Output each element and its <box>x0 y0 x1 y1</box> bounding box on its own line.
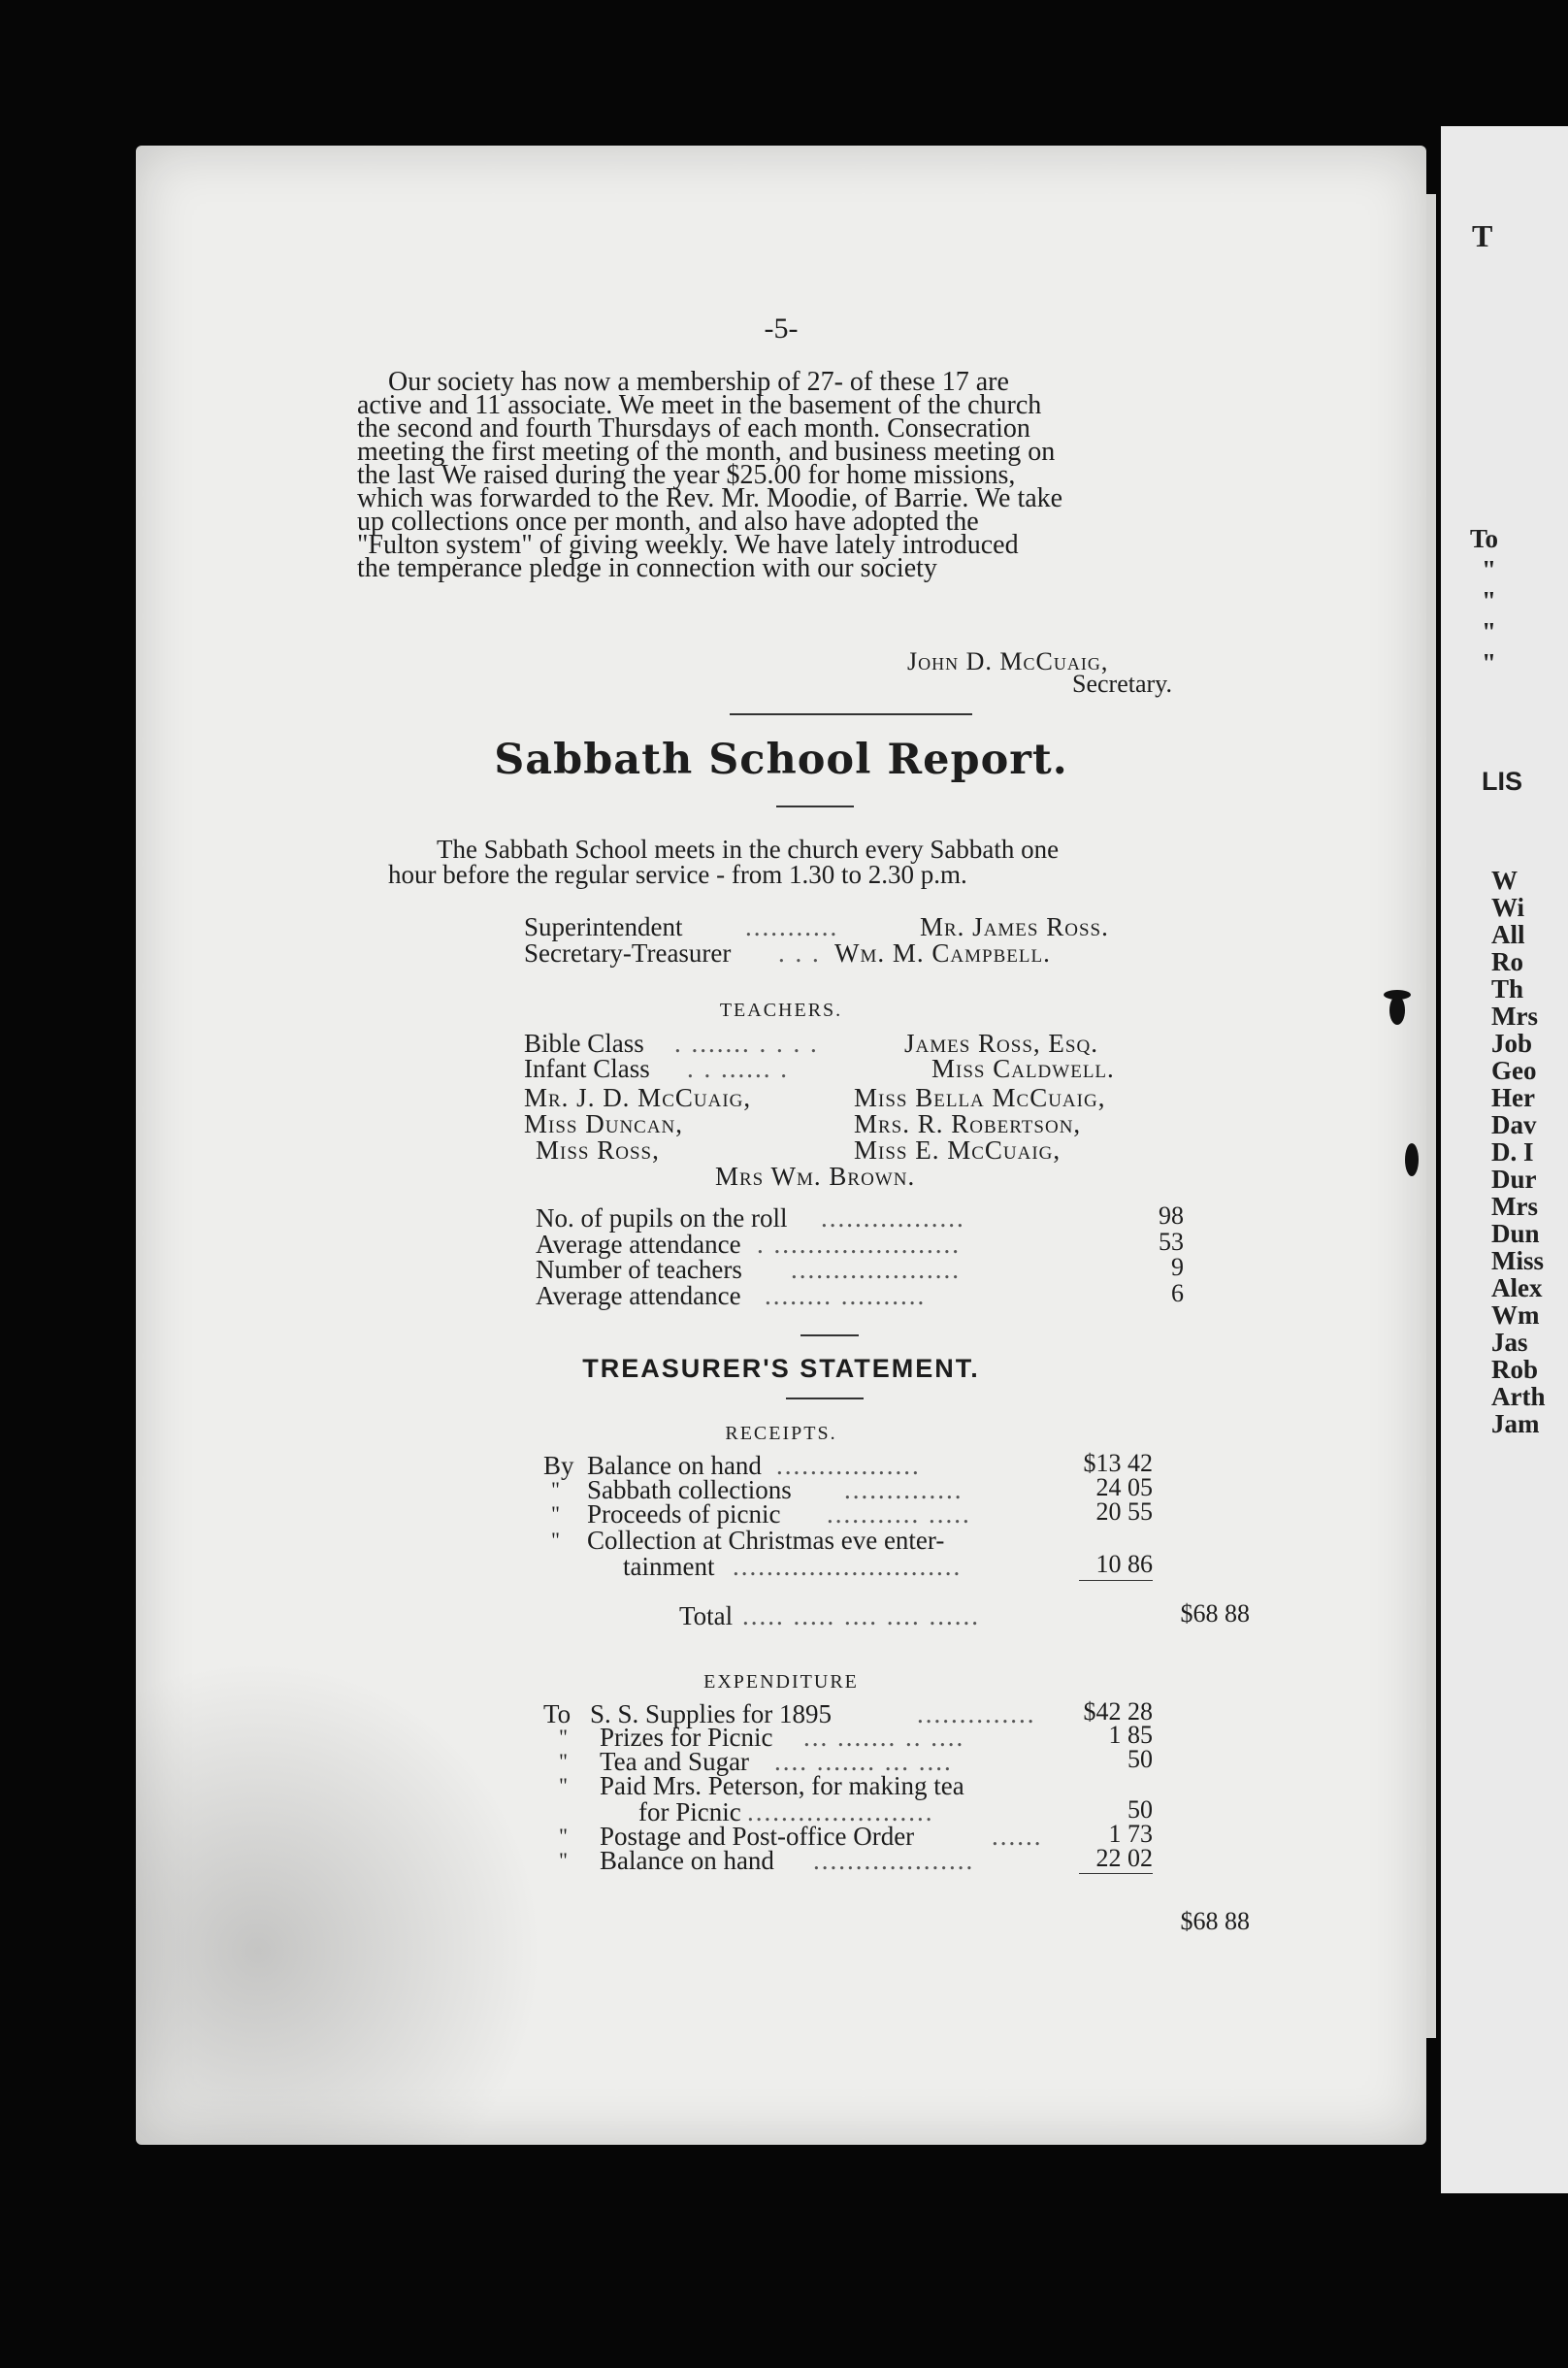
facing-page-fragment: Arth <box>1491 1382 1546 1411</box>
facing-page-fragment: Dun <box>1491 1219 1540 1248</box>
receipt-prefix: By <box>543 1451 574 1480</box>
expenditure-prefix: " <box>559 1824 568 1848</box>
facing-page-fragment: Alex <box>1491 1273 1543 1302</box>
society-line: active and 11 associate. We meet in the basement of the church <box>357 390 1042 420</box>
stat-label: Number of teachers <box>536 1255 742 1284</box>
subtotal-rule <box>1079 1873 1153 1874</box>
receipt-label: Sabbath collections <box>587 1475 792 1504</box>
society-line: Our society has now a membership of 27- of these 17 are <box>388 367 1009 397</box>
leader-dots: . ....... . . . . <box>674 1029 819 1058</box>
receipt-label: tainment <box>623 1552 715 1581</box>
section-divider <box>730 713 972 715</box>
facing-page-fragment: Ro <box>1491 947 1523 976</box>
society-line: the last We raised during the year $25.00 for home missions, <box>357 460 1016 490</box>
expenditure-amount: $42 28 <box>1083 1697 1153 1726</box>
leader-dots: ...................... <box>747 1797 934 1826</box>
ink-blot <box>1384 990 1411 1000</box>
class-label: Bible Class <box>524 1029 644 1058</box>
facing-page-fragment: Dur <box>1491 1165 1537 1194</box>
receipt-amount: 24 05 <box>1095 1473 1153 1501</box>
facing-page-fragment: To <box>1470 524 1499 553</box>
receipt-prefix: " <box>551 1528 560 1552</box>
officer-label: Superintendent <box>524 912 683 941</box>
expenditure-total: $68 88 <box>1180 1907 1250 1935</box>
society-line: meeting the first meeting of the month, and business meeting on <box>357 437 1056 467</box>
page-title: Sabbath School Report. <box>494 736 1068 784</box>
ink-blot <box>1389 996 1405 1025</box>
document-page <box>136 146 1426 2145</box>
teacher-name: Miss E. McCuaig, <box>854 1135 1062 1165</box>
society-line: the second and fourth Thursdays of each month. Consecration <box>357 413 1030 444</box>
receipt-prefix: " <box>551 1477 560 1501</box>
teacher-name: Mrs. R. Robertson, <box>854 1109 1082 1138</box>
stat-value: 98 <box>1159 1201 1184 1230</box>
facing-page-fragment: Jas <box>1491 1328 1528 1357</box>
intro-line: hour before the regular service - from 1.30 to 2.30 p.m. <box>388 860 967 889</box>
stat-value: 9 <box>1171 1253 1184 1281</box>
teacher-name: Miss Bella McCuaig, <box>854 1083 1106 1112</box>
facing-page-fragment: All <box>1491 920 1525 949</box>
receipt-label: Collection at Christmas eve enter- <box>587 1526 945 1555</box>
expenditure-label: for Picnic <box>638 1797 741 1826</box>
expenditure-amount: 50 <box>1127 1795 1153 1824</box>
leader-dots: .............. <box>844 1475 964 1504</box>
signature-name: John D. McCuaig, <box>907 647 1109 675</box>
leader-dots: ..... ..... .... .... ...... <box>742 1601 980 1630</box>
expenditure-amount: 50 <box>1127 1745 1153 1773</box>
society-line: "Fulton system" of giving weekly. We have lately introduced <box>357 530 1019 560</box>
leader-dots: .... ....... ... .... <box>774 1747 953 1776</box>
title-underline <box>776 806 854 807</box>
leader-dots: . ...................... <box>757 1230 961 1259</box>
receipt-amount: $13 42 <box>1083 1449 1153 1477</box>
society-line: which was forwarded to the Rev. Mr. Moodie, of Barrie. We take <box>357 483 1063 513</box>
officer-label: Secretary-Treasurer <box>524 938 732 968</box>
leader-dots: ........................... <box>733 1552 963 1581</box>
expenditure-amount: 1 73 <box>1108 1820 1153 1848</box>
heading-underline <box>786 1398 864 1399</box>
receipts-total: $68 88 <box>1180 1599 1250 1628</box>
facing-page-fragment: Miss <box>1491 1246 1544 1275</box>
expenditure-label: Postage and Post-office Order <box>600 1822 915 1851</box>
expenditure-amount: 22 02 <box>1095 1844 1153 1872</box>
facing-page-fragment: Th <box>1491 974 1524 1003</box>
society-line: the temperance pledge in connection with our society <box>357 553 937 583</box>
facing-page-fragment: Wi <box>1491 893 1525 922</box>
stat-label: Average attendance <box>536 1230 741 1259</box>
leader-dots: ...... <box>992 1822 1043 1851</box>
treasurer-heading: TREASURER'S STATEMENT. <box>582 1354 980 1383</box>
facing-page-fragment: Mrs <box>1491 1002 1538 1031</box>
leader-dots: .............. <box>917 1699 1036 1728</box>
expenditure-prefix: " <box>559 1749 568 1773</box>
signature-role: Secretary. <box>1072 670 1172 698</box>
facing-page-fragment: D. I <box>1491 1137 1534 1167</box>
expenditure-prefix: " <box>559 1773 568 1797</box>
facing-page-fragment: LIS <box>1482 767 1523 796</box>
facing-page-fragment: Mrs <box>1491 1192 1538 1221</box>
leader-dots: ........ .......... <box>765 1281 927 1310</box>
expenditure-label: Prizes for Picnic <box>600 1723 773 1752</box>
expenditure-amount: 1 85 <box>1108 1721 1153 1749</box>
facing-page-fragment: Wm <box>1491 1300 1540 1330</box>
facing-page-fragment: W <box>1491 866 1518 895</box>
stat-label: Average attendance <box>536 1281 741 1310</box>
facing-page-fragment: T <box>1472 218 1493 253</box>
expenditure-prefix: " <box>559 1848 568 1872</box>
leader-dots: . . . <box>778 938 821 968</box>
page-number: -5- <box>764 312 799 345</box>
teacher-name: Mr. J. D. McCuaig, <box>524 1083 752 1112</box>
leader-dots: ................. <box>776 1451 921 1480</box>
facing-page <box>1441 126 1568 2193</box>
facing-page-fragment: " <box>1482 617 1496 646</box>
expenditure-label: Balance on hand <box>600 1846 774 1875</box>
facing-page-fragment: Job <box>1491 1029 1533 1058</box>
teacher-name: Mrs Wm. Brown. <box>715 1162 916 1191</box>
class-teacher: Miss Caldwell. <box>931 1054 1115 1083</box>
section-divider <box>800 1334 859 1336</box>
expenditure-label: Tea and Sugar <box>600 1747 750 1776</box>
expenditure-label: S. S. Supplies for 1895 <box>590 1699 833 1728</box>
leader-dots: ................. <box>821 1203 965 1233</box>
facing-page-fragment: Geo <box>1491 1056 1537 1085</box>
facing-page-fragment: Jam <box>1491 1409 1540 1438</box>
receipts-heading: RECEIPTS. <box>725 1423 837 1444</box>
teachers-heading: TEACHERS. <box>719 1000 843 1021</box>
facing-page-fragment: " <box>1482 648 1496 677</box>
leader-dots: ................... <box>813 1846 975 1875</box>
leader-dots: ........... ..... <box>827 1499 971 1529</box>
expenditure-heading: EXPENDITURE <box>703 1671 859 1693</box>
teacher-name: Miss Duncan, <box>524 1109 684 1138</box>
stat-label: No. of pupils on the roll <box>536 1203 788 1233</box>
leader-dots: . . ...... . <box>687 1054 789 1083</box>
facing-page-fragment: Her <box>1491 1083 1535 1112</box>
sabbath-school-intro <box>388 835 1426 889</box>
expenditure-prefix: " <box>559 1725 568 1749</box>
expenditure-label: Paid Mrs. Peterson, for making tea <box>600 1771 964 1800</box>
leader-dots: ... ....... .. .... <box>803 1723 965 1752</box>
facing-page-fragment: " <box>1482 586 1496 615</box>
receipt-label: Balance on hand <box>587 1451 762 1480</box>
class-label: Infant Class <box>524 1054 650 1083</box>
stat-value: 53 <box>1159 1228 1184 1256</box>
stat-value: 6 <box>1171 1279 1184 1307</box>
leader-dots: ........... <box>745 912 839 941</box>
society-report <box>357 367 1417 583</box>
receipt-prefix: " <box>551 1501 560 1526</box>
receipt-amount: 10 86 <box>1095 1550 1153 1578</box>
facing-page-fragment: Dav <box>1491 1110 1537 1139</box>
expenditure-prefix: To <box>543 1699 572 1728</box>
receipt-label: Proceeds of picnic <box>587 1499 781 1529</box>
facing-page-fragment: Rob <box>1491 1355 1539 1384</box>
facing-page-fragment: " <box>1482 555 1496 584</box>
leader-dots: .................... <box>791 1255 961 1284</box>
subtotal-rule <box>1079 1580 1153 1581</box>
class-teacher: James Ross, Esq. <box>904 1029 1098 1058</box>
intro-line: The Sabbath School meets in the church every Sabbath one <box>437 835 1060 864</box>
page-stain <box>136 1660 543 2145</box>
officer-name: Wm. M. Campbell. <box>834 938 1051 968</box>
officer-name: Mr. James Ross. <box>920 912 1109 941</box>
receipt-amount: 20 55 <box>1095 1497 1153 1526</box>
ink-blot <box>1405 1143 1419 1176</box>
society-line: up collections once per month, and also have adopted the <box>357 507 979 537</box>
teacher-name: Miss Ross, <box>536 1135 660 1165</box>
total-label: Total <box>679 1601 734 1630</box>
